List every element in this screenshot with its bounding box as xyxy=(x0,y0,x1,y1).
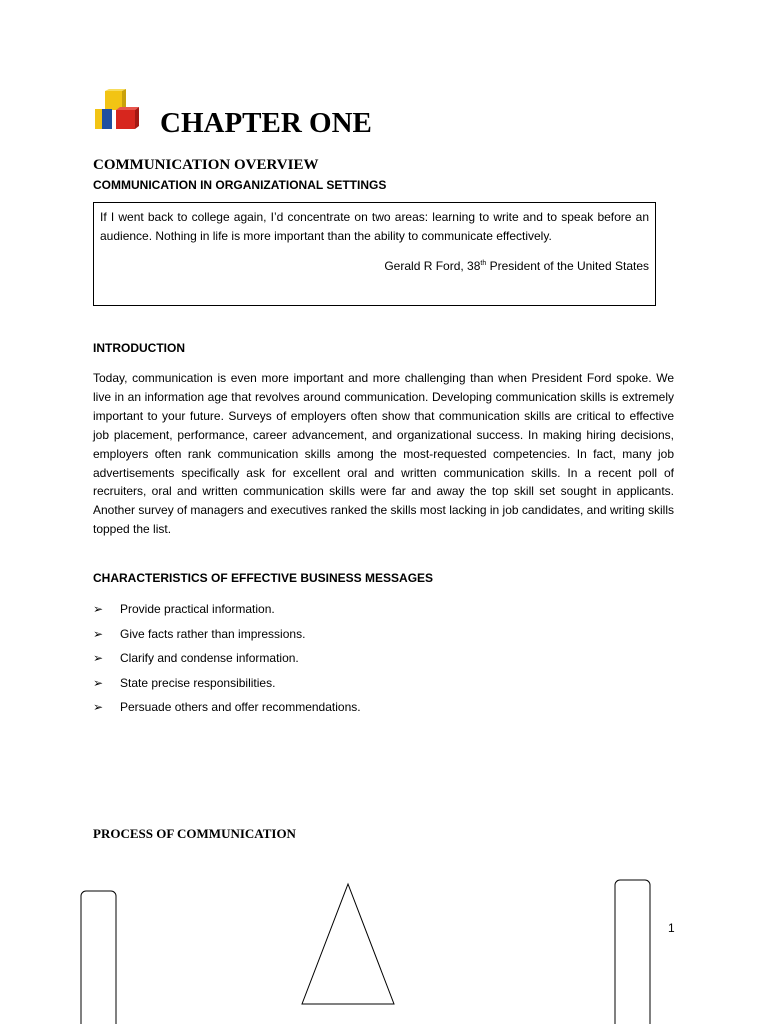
subsection-heading-org-settings: COMMUNICATION IN ORGANIZATIONAL SETTINGS xyxy=(93,178,387,192)
quote-box xyxy=(93,202,656,306)
list-item xyxy=(93,625,361,650)
introduction-paragraph: Today, communication is even more important and more challenging than when President Ford spoke. We live in an information age that revolves around communication. Developing communication skills is extremely important to your future. Surveys of employers often show that communication skills are critical to effective job placement, performance, career advancement, and organizational success. In making hiring decisions, employers often rank communication skills among the most-requested competencies. In fact, many job advertisements specifically ask for excellent oral and written communication skills. In a recent poll of recruiters, oral and written communication skills were far and away the top skill set sought in applicants. Another survey of managers and executives ranked the skills most lacking in job candidates, and writing skills topped the list. xyxy=(93,371,674,537)
list-item-text: State precise responsibilities. xyxy=(120,675,276,690)
toy-blocks-logo-icon xyxy=(93,89,141,131)
quote-attribution xyxy=(100,257,649,276)
arrow-bullet-icon: ➢ xyxy=(93,700,104,714)
message-diamond-shape xyxy=(302,884,394,1004)
arrow-bullet-icon: ➢ xyxy=(93,651,104,665)
characteristics-list xyxy=(93,600,361,723)
chapter-title: CHAPTER ONE xyxy=(160,107,372,139)
attribution-superscript: th xyxy=(480,260,487,267)
list-item xyxy=(93,698,361,723)
sender-column-shape xyxy=(81,891,116,1024)
introduction-heading: INTRODUCTION xyxy=(93,341,185,355)
list-item-text: Give facts rather than impressions. xyxy=(120,626,306,641)
list-item xyxy=(93,600,361,625)
attribution-suffix: President of the United States xyxy=(486,259,649,273)
attribution-prefix: Gerald R Ford, 38 xyxy=(384,259,481,273)
list-item-text: Persuade others and offer recommendations. xyxy=(120,700,361,714)
section-heading-overview: COMMUNICATION OVERVIEW xyxy=(93,157,319,173)
arrow-bullet-icon: ➢ xyxy=(93,602,104,616)
page-number: 1 xyxy=(668,921,675,935)
quote-text: If I went back to college again, I’d concentrate on two areas: learning to write and to speak before an audience. Nothing in life is more important than the ability to communicate effectively. xyxy=(100,210,649,243)
list-item xyxy=(93,649,361,674)
arrow-bullet-icon: ➢ xyxy=(93,626,104,641)
receiver-column-shape xyxy=(615,880,650,1024)
process-diagram xyxy=(0,870,768,1024)
list-item xyxy=(93,674,361,699)
characteristics-heading: CHARACTERISTICS OF EFFECTIVE BUSINESS MESSAGES xyxy=(93,571,434,585)
process-heading: PROCESS OF COMMUNICATION xyxy=(93,826,296,841)
list-item-text: Clarify and condense information. xyxy=(120,651,299,665)
arrow-bullet-icon: ➢ xyxy=(93,675,104,690)
list-item-text: Provide practical information. xyxy=(120,602,275,616)
